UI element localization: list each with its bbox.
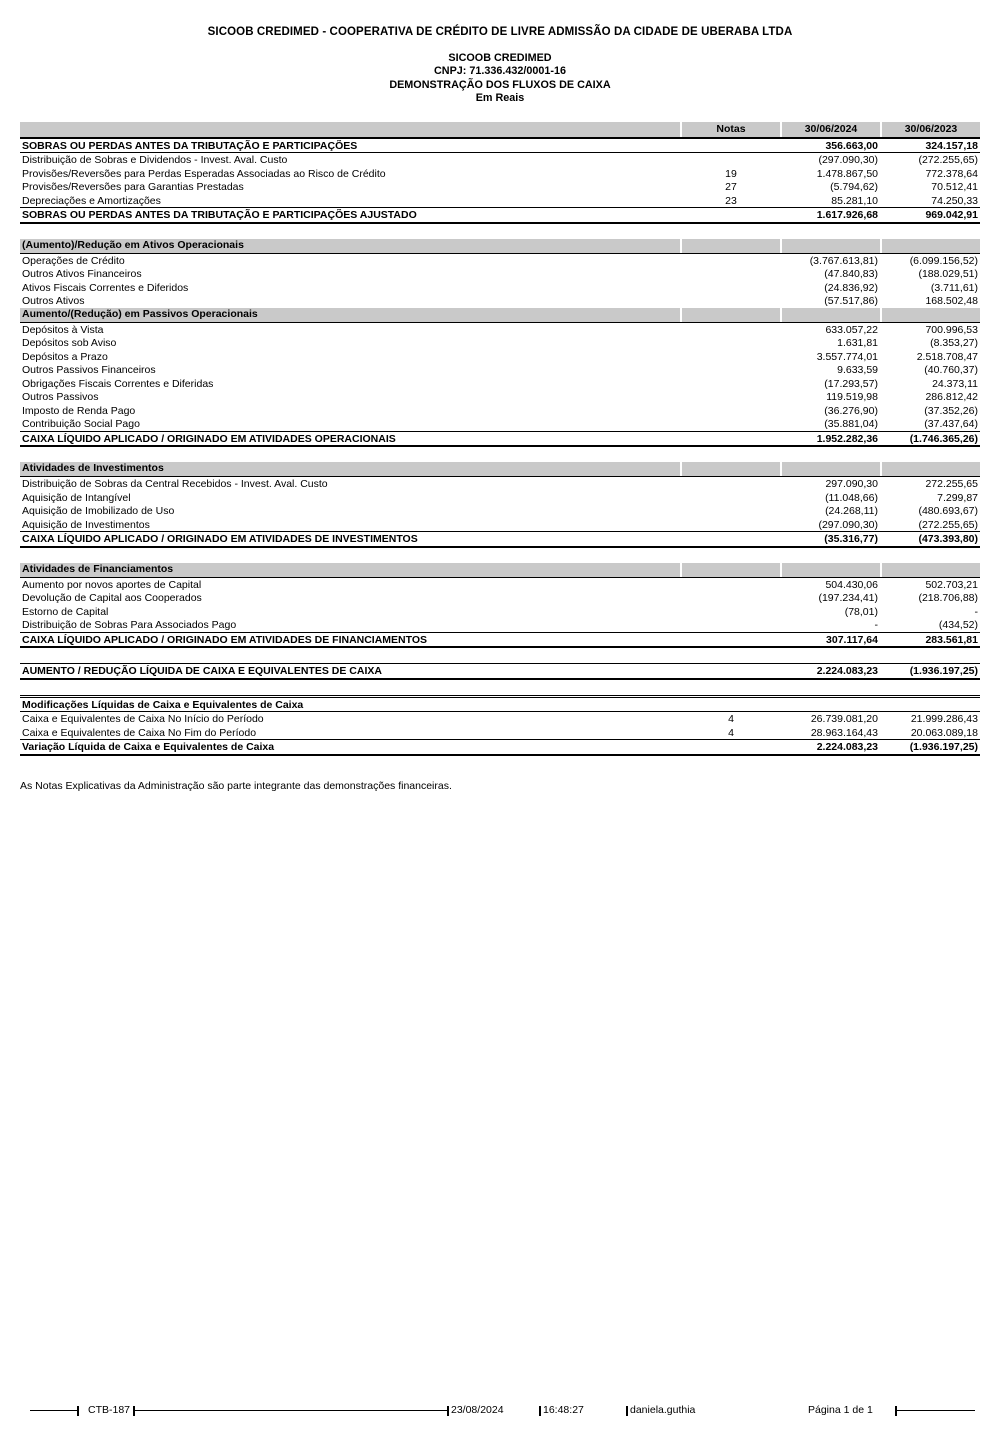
row-label: CAIXA LÍQUIDO APLICADO / ORIGINADO EM ATIVIDADES OPERACIONAIS — [22, 432, 396, 445]
row-value-2024: 26.739.081,20 — [810, 713, 878, 726]
footer-tick — [539, 1406, 541, 1416]
row-label: SOBRAS OU PERDAS ANTES DA TRIBUTAÇÃO E PARTICIPAÇÕES AJUSTADO — [22, 209, 417, 222]
row-value-2024: 85.281,10 — [831, 194, 878, 207]
row-value-2024: 2.224.083,23 — [816, 741, 878, 754]
column-header-row — [20, 122, 980, 139]
section-header-row — [20, 462, 980, 477]
row-label: Ativos Fiscais Correntes e Diferidos — [22, 281, 189, 294]
row-value-2024: 307.117,64 — [826, 633, 878, 646]
row-value-2024: 3.557.774,01 — [816, 350, 878, 363]
entity-name: SICOOB CREDIMED — [448, 52, 552, 64]
row-label: Devolução de Capital aos Cooperados — [22, 592, 202, 605]
row-value-2024 — [780, 308, 880, 322]
table-row — [20, 350, 980, 364]
row-value-2024: (3.767.613,81) — [809, 254, 878, 267]
row-value-2023: (37.352,26) — [924, 404, 978, 417]
row-label: Outros Ativos — [22, 295, 85, 308]
table-row — [20, 404, 980, 418]
footer-date: 23/08/2024 — [451, 1404, 504, 1416]
row-value-2024: (24.836,92) — [824, 281, 878, 294]
row-value-2024: 2.224.083,23 — [816, 665, 878, 678]
row-value-2023: 21.999.286,43 — [910, 713, 978, 726]
row-value-2023: 24.373,11 — [932, 377, 978, 390]
row-value-2024: 633.057,22 — [825, 323, 878, 336]
table-row — [20, 477, 980, 491]
table-row — [20, 180, 980, 194]
row-spacer — [20, 224, 980, 239]
row-value-2024: 28.963.164,43 — [810, 726, 878, 739]
row-label: Depósitos a Prazo — [22, 350, 108, 363]
row-value-2023: (3.711,61) — [930, 281, 978, 294]
cnpj-line: CNPJ: 71.336.432/0001-16 — [433, 65, 567, 78]
footer-report-code: CTB-187 — [88, 1404, 131, 1416]
row-value-2024: 1.631,81 — [837, 337, 878, 350]
row-label: Contribuição Social Pago — [22, 418, 140, 431]
row-value-2023: (218.706,88) — [918, 592, 978, 605]
row-label: Depósitos à Vista — [22, 323, 104, 336]
row-value-2024: (36.276,90) — [824, 404, 878, 417]
row-value-2023: (8.353,27) — [930, 337, 978, 350]
table-row — [20, 578, 980, 592]
document-header — [0, 0, 1000, 106]
row-value-2023 — [880, 239, 980, 253]
row-value-2024: (47.840,83) — [824, 268, 878, 281]
row-value-2024: (297.090,30) — [818, 518, 878, 531]
row-value-2023 — [880, 308, 980, 322]
row-label: Atividades de Financiamentos — [20, 563, 680, 577]
row-label: Outros Ativos Financeiros — [22, 268, 142, 281]
row-value-2023: (272.255,65) — [918, 154, 978, 167]
row-value-2024 — [780, 239, 880, 253]
column-header-label — [20, 122, 680, 137]
row-value-2024: 1.617.926,68 — [816, 209, 878, 222]
row-value-2024: (35.316,77) — [824, 533, 878, 546]
row-label: Depreciações e Amortizações — [22, 194, 161, 207]
row-notes: 4 — [728, 726, 734, 739]
report-title: DEMONSTRAÇÃO DOS FLUXOS DE CAIXA — [389, 78, 611, 91]
footer-tick — [133, 1406, 135, 1416]
total-row — [20, 739, 980, 756]
total-row — [20, 531, 980, 548]
company-title: SICOOB CREDIMED - COOPERATIVA DE CRÉDITO DE LIVRE ADMISSÃO DA CIDADE DE UBERABA LTDA — [207, 26, 793, 38]
column-header-notes: Notas — [680, 122, 780, 137]
row-value-2024 — [780, 462, 880, 476]
row-value-2023: 7.299,87 — [937, 491, 978, 504]
row-label: Aquisição de Intangível — [22, 491, 131, 504]
row-label: Distribuição de Sobras e Dividendos - Invest. Aval. Custo — [22, 154, 288, 167]
table-row — [20, 726, 980, 740]
row-value-2023: 700.996,53 — [925, 323, 978, 336]
row-value-2023: 272.255,65 — [925, 478, 978, 491]
column-header-period-prior: 30/06/2023 — [880, 122, 980, 137]
row-notes: 4 — [728, 713, 734, 726]
table-row — [20, 153, 980, 167]
table-row — [20, 167, 980, 181]
row-value-2023: (40.760,37) — [924, 364, 978, 377]
section-header-row — [20, 563, 980, 578]
row-value-2023: (1.936.197,25) — [909, 665, 978, 678]
row-value-2024: (35.881,04) — [824, 418, 878, 431]
table-row — [20, 712, 980, 726]
footer-time: 16:48:27 — [543, 1404, 584, 1416]
cashflow-table — [20, 122, 980, 756]
footer-rule-right — [896, 1410, 975, 1411]
row-value-2024: 504.430,06 — [825, 578, 878, 591]
footer-user: daniela.guthia — [630, 1404, 696, 1416]
table-row — [20, 281, 980, 295]
table-row — [20, 336, 980, 350]
column-header-period-current: 30/06/2024 — [780, 122, 880, 137]
row-value-2023: 283.561,81 — [925, 633, 978, 646]
row-value-2023: 772.378,64 — [925, 167, 978, 180]
footer-tick — [447, 1406, 449, 1416]
table-row — [20, 518, 980, 532]
footer-tick — [626, 1406, 628, 1416]
table-row — [20, 267, 980, 281]
row-label: Obrigações Fiscais Correntes e Diferidas — [22, 377, 214, 390]
row-notes: 19 — [725, 167, 737, 180]
table-row — [20, 504, 980, 518]
row-notes — [680, 308, 780, 322]
row-label: Variação Líquida de Caixa e Equivalentes de Caixa — [22, 741, 275, 754]
row-value-2023: 502.703,21 — [925, 578, 978, 591]
table-row — [20, 294, 980, 308]
row-value-2024: (78,01) — [844, 605, 878, 618]
total-row — [20, 663, 980, 680]
row-label: Provisões/Reversões para Perdas Esperadas Associadas ao Risco de Crédito — [22, 167, 386, 180]
table-row — [20, 194, 980, 208]
row-notes — [680, 462, 780, 476]
table-row — [20, 377, 980, 391]
row-value-2023 — [880, 462, 980, 476]
row-label: Outros Passivos — [22, 391, 99, 404]
row-label: Outros Passivos Financeiros — [22, 364, 156, 377]
row-value-2023: 286.812,42 — [925, 391, 978, 404]
row-label: CAIXA LÍQUIDO APLICADO / ORIGINADO EM ATIVIDADES DE FINANCIAMENTOS — [22, 633, 428, 646]
row-label: Caixa e Equivalentes de Caixa No Início do Período — [22, 713, 264, 726]
row-value-2024: (5.794,62) — [830, 181, 878, 194]
table-row — [20, 618, 980, 632]
row-value-2023: (272.255,65) — [918, 518, 978, 531]
row-value-2024: (17.293,57) — [824, 377, 878, 390]
table-row — [20, 323, 980, 337]
row-value-2024: 119.519,98 — [826, 391, 878, 404]
footer-page: Página 1 de 1 — [808, 1404, 873, 1416]
row-value-2024: 1.952.282,36 — [816, 432, 878, 445]
row-value-2024: 9.633,59 — [837, 364, 878, 377]
row-label: Caixa e Equivalentes de Caixa No Fim do Período — [22, 726, 257, 739]
cashflow-table-body — [20, 139, 980, 756]
table-row — [20, 363, 980, 377]
row-value-2023: (480.693,67) — [918, 505, 978, 518]
page-footer — [0, 1404, 1000, 1418]
total-row — [20, 431, 980, 448]
row-spacer — [20, 447, 980, 462]
row-value-2023 — [880, 563, 980, 577]
table-row — [20, 591, 980, 605]
table-row — [20, 390, 980, 404]
table-row — [20, 605, 980, 619]
row-value-2024: 1.478.867,50 — [816, 167, 878, 180]
row-label: Operações de Crédito — [22, 254, 125, 267]
table-row — [20, 695, 980, 713]
table-row — [20, 139, 980, 154]
row-value-2023: 168.502,48 — [925, 295, 978, 308]
row-label: Aumento/(Redução) em Passivos Operacionais — [20, 308, 680, 322]
row-value-2024: (24.268,11) — [825, 505, 878, 518]
row-value-2023: 20.063.089,18 — [910, 726, 978, 739]
row-spacer — [20, 648, 980, 663]
footer-rule-left — [30, 1410, 77, 1411]
explanatory-footnote: As Notas Explicativas da Administração são parte integrante das demonstrações financeiras. — [20, 779, 452, 792]
row-label: Distribuição de Sobras da Central Recebidos - Invest. Aval. Custo — [22, 478, 328, 491]
row-label: Depósitos sob Aviso — [22, 337, 117, 350]
row-value-2023: 324.157,18 — [925, 139, 978, 152]
row-value-2024: (11.048,66) — [825, 491, 878, 504]
footer-rule-mid — [134, 1410, 447, 1411]
row-value-2024: 356.663,00 — [825, 139, 878, 152]
row-value-2024: - — [874, 619, 878, 632]
row-notes — [680, 239, 780, 253]
row-value-2023: - — [974, 605, 978, 618]
row-label: Estorno de Capital — [22, 605, 109, 618]
row-label: Distribuição de Sobras Para Associados Pago — [22, 619, 237, 632]
row-value-2023: (188.029,51) — [918, 268, 978, 281]
section-header-row — [20, 239, 980, 254]
row-label: Aquisição de Imobilizado de Uso — [22, 505, 175, 518]
row-label: CAIXA LÍQUIDO APLICADO / ORIGINADO EM ATIVIDADES DE INVESTIMENTOS — [22, 533, 418, 546]
row-value-2023: (473.393,80) — [918, 533, 978, 546]
row-label: AUMENTO / REDUÇÃO LÍQUIDA DE CAIXA E EQUIVALENTES DE CAIXA — [22, 665, 382, 678]
row-notes: 27 — [725, 181, 737, 194]
row-label: Imposto de Renda Pago — [22, 404, 136, 417]
currency-note: Em Reais — [475, 92, 525, 105]
row-notes: 23 — [725, 194, 737, 207]
total-row — [20, 207, 980, 224]
footer-tick — [895, 1406, 897, 1416]
row-value-2024: 297.090,30 — [825, 478, 878, 491]
table-row — [20, 417, 980, 431]
row-label: Atividades de Investimentos — [20, 462, 680, 476]
row-value-2024: (197.234,41) — [818, 592, 878, 605]
row-value-2023: 969.042,91 — [925, 209, 978, 222]
section-header-row — [20, 308, 980, 323]
row-label: Aquisição de Investimentos — [22, 518, 150, 531]
row-label: SOBRAS OU PERDAS ANTES DA TRIBUTAÇÃO E PARTICIPAÇÕES — [22, 139, 358, 152]
row-value-2024: (57.517,86) — [824, 295, 878, 308]
table-row — [20, 491, 980, 505]
row-value-2024: (297.090,30) — [818, 154, 878, 167]
row-value-2023: (1.746.365,26) — [909, 432, 978, 445]
row-notes — [680, 563, 780, 577]
row-label: (Aumento)/Redução em Ativos Operacionais — [20, 239, 680, 253]
row-spacer — [20, 548, 980, 563]
table-row — [20, 254, 980, 268]
row-value-2024 — [780, 563, 880, 577]
footer-tick — [77, 1406, 79, 1416]
total-row — [20, 632, 980, 649]
row-value-2023: (1.936.197,25) — [909, 741, 978, 754]
row-label: Modificações Líquidas de Caixa e Equivalentes de Caixa — [22, 698, 304, 711]
row-label: Aumento por novos aportes de Capital — [22, 578, 202, 591]
row-value-2023: (6.099.156,52) — [909, 254, 978, 267]
row-label: Provisões/Reversões para Garantias Prestadas — [22, 181, 244, 194]
row-value-2023: (434,52) — [938, 619, 978, 632]
row-value-2023: 70.512,41 — [931, 181, 978, 194]
row-value-2023: 2.518.708,47 — [916, 350, 978, 363]
row-value-2023: (37.437,64) — [924, 418, 978, 431]
row-spacer — [20, 680, 980, 695]
row-value-2023: 74.250,33 — [931, 194, 978, 207]
